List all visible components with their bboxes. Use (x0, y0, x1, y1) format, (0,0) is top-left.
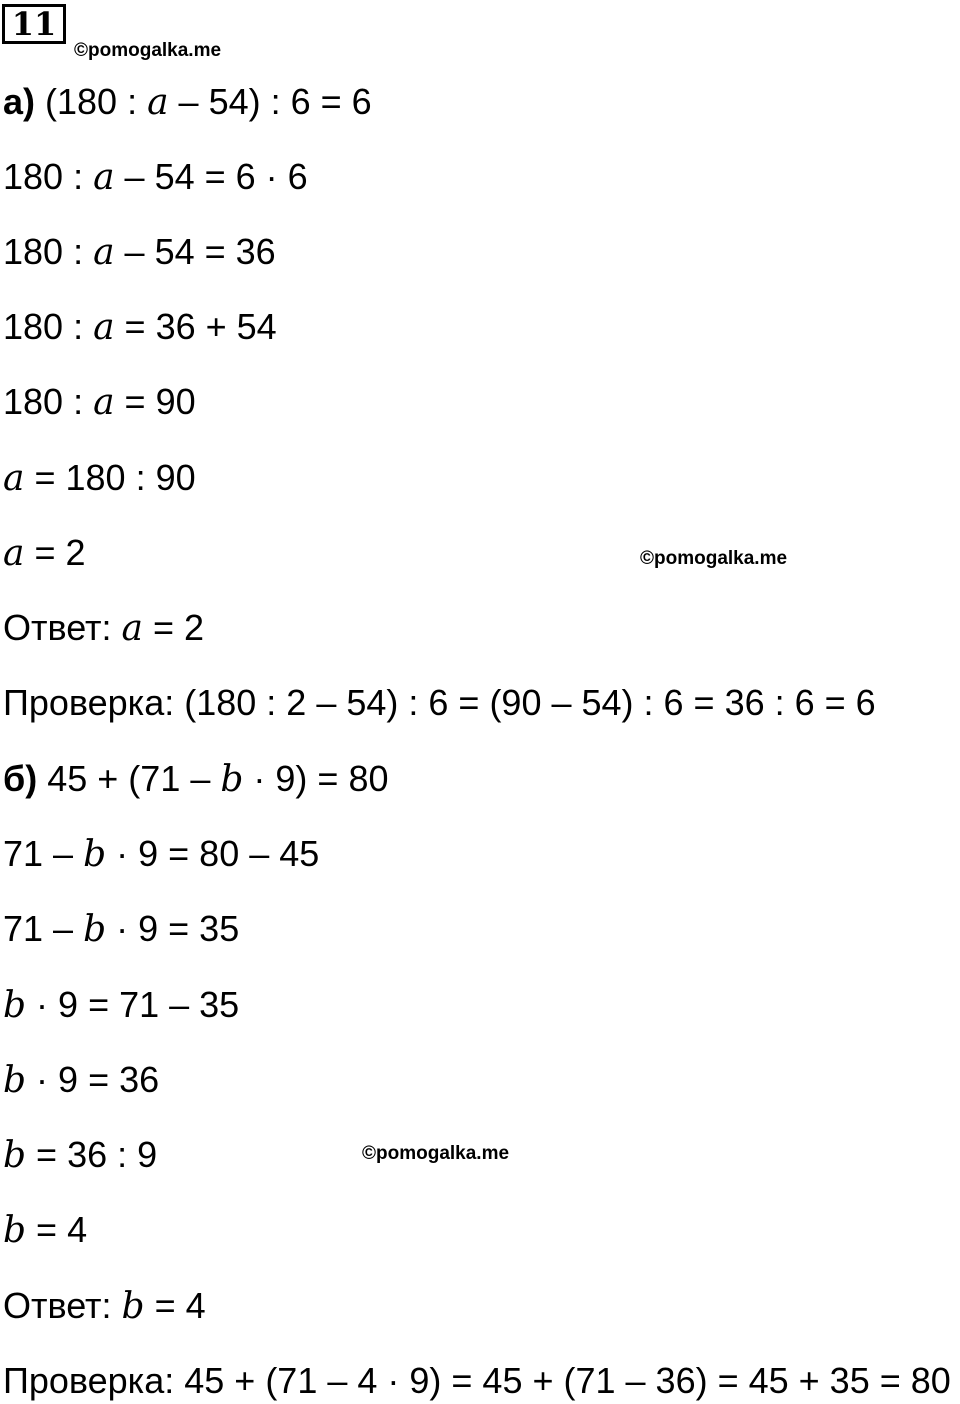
equation-text: 71 – (3, 833, 84, 874)
equation-text: (180 : (35, 81, 148, 122)
check-line: Проверка: (180 : 2 – 54) : 6 = (90 – 54) : 6 = 36 : 6 = 6 (3, 682, 876, 723)
equation-text: = 36 + 54 (114, 306, 277, 347)
check-line: Проверка: 45 + (71 – 4 · 9) = 45 + (71 – 36) = 45 + 35 = 80 (3, 1360, 951, 1401)
equation-text: Ответ: (3, 1285, 122, 1326)
equation-text: – 54) : 6 = 6 (168, 81, 372, 122)
equation-text: · 9 = 36 (26, 1059, 160, 1100)
equation-line (3, 909, 239, 950)
variable: b (3, 1135, 27, 1176)
equation-text: = 90 (114, 381, 196, 422)
equation-line (3, 157, 308, 198)
equation-text: 180 : (3, 156, 94, 197)
task-number: 11 (2, 4, 66, 44)
part-label: б) (3, 758, 38, 799)
equation-text: = 36 : 9 (26, 1134, 158, 1175)
equation-text: · 9) = 80 (243, 758, 389, 799)
variable: b (220, 759, 244, 800)
equation-text: 180 : (3, 231, 94, 272)
equation-text: 180 : (3, 381, 94, 422)
equation-text: = 2 (24, 532, 86, 573)
equation-line (3, 82, 372, 123)
equation-text: 71 – (3, 908, 84, 949)
equation-line (3, 985, 239, 1026)
watermark: ©pomogalka.me (74, 40, 222, 61)
variable: b (3, 1060, 27, 1101)
variable: a (121, 608, 143, 649)
equation-text: · 9 = 35 (106, 908, 240, 949)
equation-line (3, 382, 196, 423)
equation-line (3, 232, 276, 273)
variable: a (93, 157, 115, 198)
equation-line (3, 834, 319, 875)
equation-text: · 9 = 80 – 45 (106, 833, 320, 874)
equation-text: = 2 (143, 607, 205, 648)
part-label: а) (3, 81, 36, 122)
equation-text: Ответ: (3, 607, 122, 648)
variable: a (3, 533, 25, 574)
equation-line (3, 1210, 87, 1251)
equation-text: = 4 (144, 1285, 206, 1326)
variable: b (83, 909, 107, 950)
variable: a (147, 82, 169, 123)
variable: b (3, 985, 27, 1026)
variable: b (83, 834, 107, 875)
equation-text: · 9 = 71 – 35 (26, 984, 240, 1025)
equation-line (3, 1135, 157, 1176)
variable: a (93, 307, 115, 348)
equation-text: 45 + (71 – (37, 758, 221, 799)
equation-line (3, 1060, 159, 1101)
equation-text: 180 : (3, 306, 94, 347)
watermark: ©pomogalka.me (362, 1143, 510, 1164)
equation-text: – 54 = 36 (114, 231, 276, 272)
equation-line (3, 533, 86, 574)
variable: a (93, 232, 115, 273)
equation-line (3, 759, 389, 800)
equation-text: = 4 (26, 1209, 88, 1250)
answer-line (3, 608, 204, 649)
watermark: ©pomogalka.me (640, 548, 788, 569)
variable: b (121, 1286, 145, 1327)
equation-line (3, 458, 196, 499)
equation-text: = 180 : 90 (24, 457, 196, 498)
variable: a (93, 382, 115, 423)
equation-line (3, 307, 277, 348)
variable: a (3, 458, 25, 499)
answer-line (3, 1286, 206, 1327)
equation-text: – 54 = 6 · 6 (114, 156, 308, 197)
variable: b (3, 1210, 27, 1251)
